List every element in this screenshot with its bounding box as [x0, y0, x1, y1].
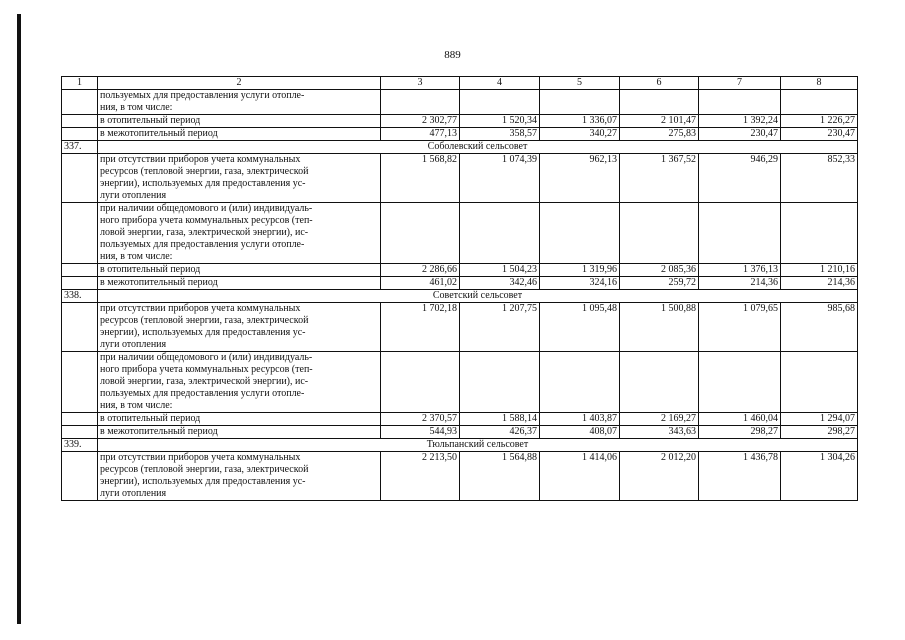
row-number-cell: [62, 154, 98, 203]
table-row: [62, 303, 858, 352]
table-row: [62, 452, 858, 501]
description-cell: в межотопительный период: [98, 128, 381, 141]
value-cell: 852,33: [781, 154, 858, 203]
value-cell: 2 370,57: [381, 413, 460, 426]
row-number-cell: [62, 413, 98, 426]
value-cell: 408,07: [540, 426, 620, 439]
value-cell: [460, 203, 540, 264]
value-cell: [381, 203, 460, 264]
section-row: [62, 290, 858, 303]
row-number-cell: [62, 277, 98, 290]
value-cell: 461,02: [381, 277, 460, 290]
value-cell: [781, 90, 858, 115]
value-cell: [781, 352, 858, 413]
description-cell: в межотопительный период: [98, 426, 381, 439]
column-number: 5: [540, 77, 620, 90]
column-number: 1: [62, 77, 98, 90]
value-cell: [699, 203, 781, 264]
value-cell: 275,83: [620, 128, 699, 141]
value-cell: 1 207,75: [460, 303, 540, 352]
column-number: 2: [98, 77, 381, 90]
value-cell: [381, 90, 460, 115]
row-number-cell: [62, 203, 98, 264]
value-cell: 477,13: [381, 128, 460, 141]
value-cell: 1 702,18: [381, 303, 460, 352]
description-cell: при отсутствии приборов учета коммунальных ресурсов (тепловой энергии, газа, электрической энергии), используемых для предоставления ус- луги отопления: [98, 154, 381, 203]
value-cell: 1 074,39: [460, 154, 540, 203]
column-number: 7: [699, 77, 781, 90]
table-row: [62, 413, 858, 426]
table-row: [62, 277, 858, 290]
value-cell: 1 079,65: [699, 303, 781, 352]
value-cell: 1 210,16: [781, 264, 858, 277]
column-number-row: [62, 77, 858, 90]
value-cell: [699, 352, 781, 413]
row-number-cell: [62, 90, 98, 115]
value-cell: 324,16: [540, 277, 620, 290]
value-cell: 1 226,27: [781, 115, 858, 128]
description-cell: в отопительный период: [98, 264, 381, 277]
value-cell: 259,72: [620, 277, 699, 290]
value-cell: 1 500,88: [620, 303, 699, 352]
value-cell: 1 414,06: [540, 452, 620, 501]
value-cell: [460, 90, 540, 115]
value-cell: 340,27: [540, 128, 620, 141]
column-number: 3: [381, 77, 460, 90]
table-row: [62, 154, 858, 203]
value-cell: [540, 352, 620, 413]
value-cell: 230,47: [699, 128, 781, 141]
value-cell: 946,29: [699, 154, 781, 203]
value-cell: 358,57: [460, 128, 540, 141]
column-number: 6: [620, 77, 699, 90]
value-cell: 1 504,23: [460, 264, 540, 277]
section-title: Советский сельсовет: [98, 290, 858, 303]
description-cell: в отопительный период: [98, 413, 381, 426]
value-cell: 1 376,13: [699, 264, 781, 277]
description-cell: при наличии общедомового и (или) индивидуаль- ного прибора учета коммунальных ресурсов (теп- ловой энергии, газа, электрической энергии), ис- пользуемых для предоставления услуги отопле- ния, в том числе:: [98, 203, 381, 264]
value-cell: [620, 352, 699, 413]
value-cell: 1 520,34: [460, 115, 540, 128]
section-row: [62, 141, 858, 154]
value-cell: 1 367,52: [620, 154, 699, 203]
value-cell: [460, 352, 540, 413]
table-row: [62, 426, 858, 439]
table-body: [62, 90, 858, 501]
value-cell: 1 568,82: [381, 154, 460, 203]
page-number: 889: [444, 49, 461, 61]
value-cell: 2 286,66: [381, 264, 460, 277]
description-cell: пользуемых для предоставления услуги отопле- ния, в том числе:: [98, 90, 381, 115]
section-number: 337.: [62, 141, 98, 154]
value-cell: 1 095,48: [540, 303, 620, 352]
page-edge-bar: [17, 14, 21, 624]
tariff-table: [61, 76, 858, 501]
section-row: [62, 439, 858, 452]
table-row: [62, 90, 858, 115]
value-cell: [540, 90, 620, 115]
value-cell: 1 588,14: [460, 413, 540, 426]
value-cell: [540, 203, 620, 264]
value-cell: 1 403,87: [540, 413, 620, 426]
value-cell: 298,27: [699, 426, 781, 439]
value-cell: [620, 90, 699, 115]
description-cell: при отсутствии приборов учета коммунальных ресурсов (тепловой энергии, газа, электрической энергии), используемых для предоставления ус- луги отопления: [98, 303, 381, 352]
row-number-cell: [62, 128, 98, 141]
value-cell: 2 302,77: [381, 115, 460, 128]
description-cell: в отопительный период: [98, 115, 381, 128]
description-cell: при отсутствии приборов учета коммунальных ресурсов (тепловой энергии, газа, электрической энергии), используемых для предоставления ус- луги отопления: [98, 452, 381, 501]
value-cell: 1 436,78: [699, 452, 781, 501]
value-cell: 2 012,20: [620, 452, 699, 501]
row-number-cell: [62, 426, 98, 439]
value-cell: 426,37: [460, 426, 540, 439]
value-cell: 1 319,96: [540, 264, 620, 277]
table-row: [62, 203, 858, 264]
section-number: 339.: [62, 439, 98, 452]
row-number-cell: [62, 452, 98, 501]
description-cell: в межотопительный период: [98, 277, 381, 290]
row-number-cell: [62, 352, 98, 413]
value-cell: 962,13: [540, 154, 620, 203]
value-cell: [781, 203, 858, 264]
value-cell: 544,93: [381, 426, 460, 439]
table-row: [62, 128, 858, 141]
value-cell: 1 336,07: [540, 115, 620, 128]
value-cell: 343,63: [620, 426, 699, 439]
column-number: 8: [781, 77, 858, 90]
value-cell: 985,68: [781, 303, 858, 352]
value-cell: 342,46: [460, 277, 540, 290]
value-cell: 2 213,50: [381, 452, 460, 501]
value-cell: 1 460,04: [699, 413, 781, 426]
value-cell: 1 304,26: [781, 452, 858, 501]
section-title: Соболевский сельсовет: [98, 141, 858, 154]
value-cell: [620, 203, 699, 264]
value-cell: 2 085,36: [620, 264, 699, 277]
value-cell: 214,36: [781, 277, 858, 290]
row-number-cell: [62, 115, 98, 128]
section-title: Тюльпанский сельсовет: [98, 439, 858, 452]
value-cell: 1 294,07: [781, 413, 858, 426]
value-cell: 2 169,27: [620, 413, 699, 426]
table-row: [62, 352, 858, 413]
column-number: 4: [460, 77, 540, 90]
table-row: [62, 264, 858, 277]
value-cell: [699, 90, 781, 115]
value-cell: 230,47: [781, 128, 858, 141]
table-row: [62, 115, 858, 128]
value-cell: 1 564,88: [460, 452, 540, 501]
value-cell: 298,27: [781, 426, 858, 439]
section-number: 338.: [62, 290, 98, 303]
value-cell: 214,36: [699, 277, 781, 290]
description-cell: при наличии общедомового и (или) индивидуаль- ного прибора учета коммунальных ресурсов (теп- ловой энергии, газа, электрической энергии), ис- пользуемых для предоставления услуги отопле- ния, в том числе:: [98, 352, 381, 413]
value-cell: 1 392,24: [699, 115, 781, 128]
value-cell: 2 101,47: [620, 115, 699, 128]
value-cell: [381, 352, 460, 413]
row-number-cell: [62, 264, 98, 277]
row-number-cell: [62, 303, 98, 352]
